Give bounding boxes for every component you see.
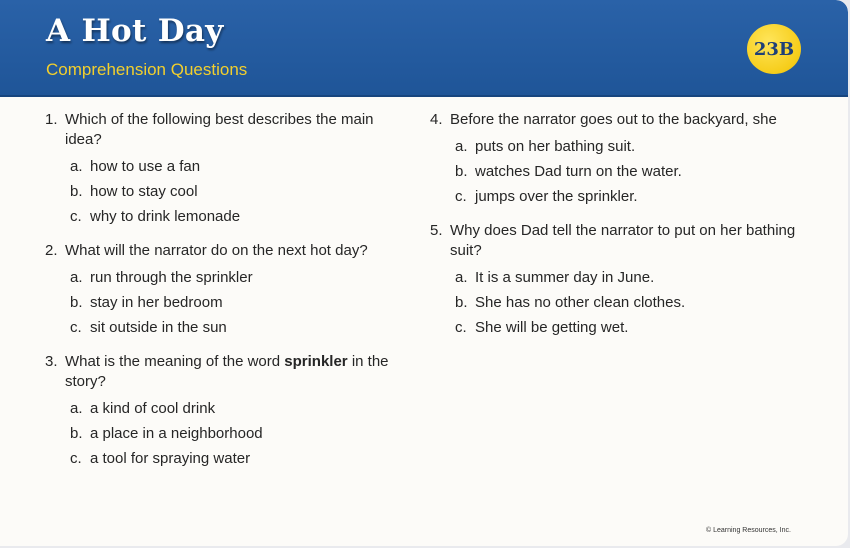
copyright-notice: © Learning Resources, Inc. (706, 527, 791, 534)
option-text: why to drink lemonade (90, 208, 241, 225)
option-letter: b. (70, 294, 83, 311)
question-4 (430, 110, 800, 209)
option-text: stay in her bedroom (90, 294, 223, 311)
card-number-badge: 23B (747, 24, 801, 74)
answer-option (65, 290, 400, 315)
answer-option (450, 290, 800, 315)
answer-option (450, 134, 800, 159)
option-text: watches Dad turn on the water. (475, 163, 682, 180)
option-text: how to use a fan (90, 158, 201, 175)
question-1 (45, 110, 400, 229)
vocabulary-word: sprinkler (284, 353, 348, 370)
question-text: Before the narrator goes out to the backyard, she (450, 111, 777, 128)
option-text: a place in a neighborhood (90, 425, 263, 442)
question-number: 1. (45, 111, 58, 128)
option-letter: b. (455, 294, 468, 311)
option-letter: a. (455, 138, 468, 155)
answer-option (65, 446, 400, 471)
card-header (0, 0, 848, 97)
question-text: Why does Dad tell the narrator to put on her bathing suit? (450, 222, 796, 259)
question-text: Which of the following best describes the main idea? (65, 111, 374, 148)
option-letter: a. (455, 269, 468, 286)
option-text: how to stay cool (90, 183, 198, 200)
answer-option (450, 184, 800, 209)
answer-option (450, 265, 800, 290)
question-text: What will the narrator do on the next hot day? (65, 242, 368, 259)
question-number: 5. (430, 222, 443, 239)
answer-option (65, 315, 400, 340)
answer-options (450, 265, 800, 340)
answer-option (65, 396, 400, 421)
answer-option (450, 315, 800, 340)
option-letter: c. (70, 450, 82, 467)
answer-option (65, 154, 400, 179)
option-letter: b. (70, 183, 83, 200)
answer-options (65, 265, 400, 340)
option-letter: c. (70, 208, 82, 225)
question-3 (45, 352, 400, 471)
question-number: 4. (430, 111, 443, 128)
question-text (65, 352, 400, 392)
option-letter: b. (455, 163, 468, 180)
option-text: She has no other clean clothes. (475, 294, 686, 311)
option-letter: c. (70, 319, 82, 336)
answer-option (450, 159, 800, 184)
option-text: a kind of cool drink (90, 400, 216, 417)
card-title: A Hot Day (46, 13, 224, 49)
answer-options (65, 396, 400, 471)
right-column (430, 110, 800, 352)
answer-option (65, 204, 400, 229)
answer-options (65, 154, 400, 229)
question-5 (430, 221, 800, 340)
answer-option (65, 179, 400, 204)
left-column (45, 110, 400, 483)
answer-option (65, 265, 400, 290)
question-text-start: What is the meaning of the word (65, 353, 285, 370)
card-subtitle: Comprehension Questions (46, 60, 248, 79)
option-letter: b. (70, 425, 83, 442)
option-letter: a. (70, 158, 83, 175)
option-text: sit outside in the sun (90, 319, 227, 336)
question-text-end: in the story? (65, 353, 389, 390)
question-number: 2. (45, 242, 58, 259)
question-2 (45, 241, 400, 340)
option-letter: a. (70, 400, 83, 417)
question-number: 3. (45, 353, 58, 370)
option-text: jumps over the sprinkler. (475, 188, 638, 205)
option-text: It is a summer day in June. (475, 269, 655, 286)
option-text: She will be getting wet. (475, 319, 629, 336)
option-letter: a. (70, 269, 83, 286)
option-letter: c. (455, 188, 467, 205)
answer-option (65, 421, 400, 446)
option-text: a tool for spraying water (90, 450, 251, 467)
option-letter: c. (455, 319, 467, 336)
option-text: puts on her bathing suit. (475, 138, 636, 155)
option-text: run through the sprinkler (90, 269, 253, 286)
answer-options (450, 134, 800, 209)
